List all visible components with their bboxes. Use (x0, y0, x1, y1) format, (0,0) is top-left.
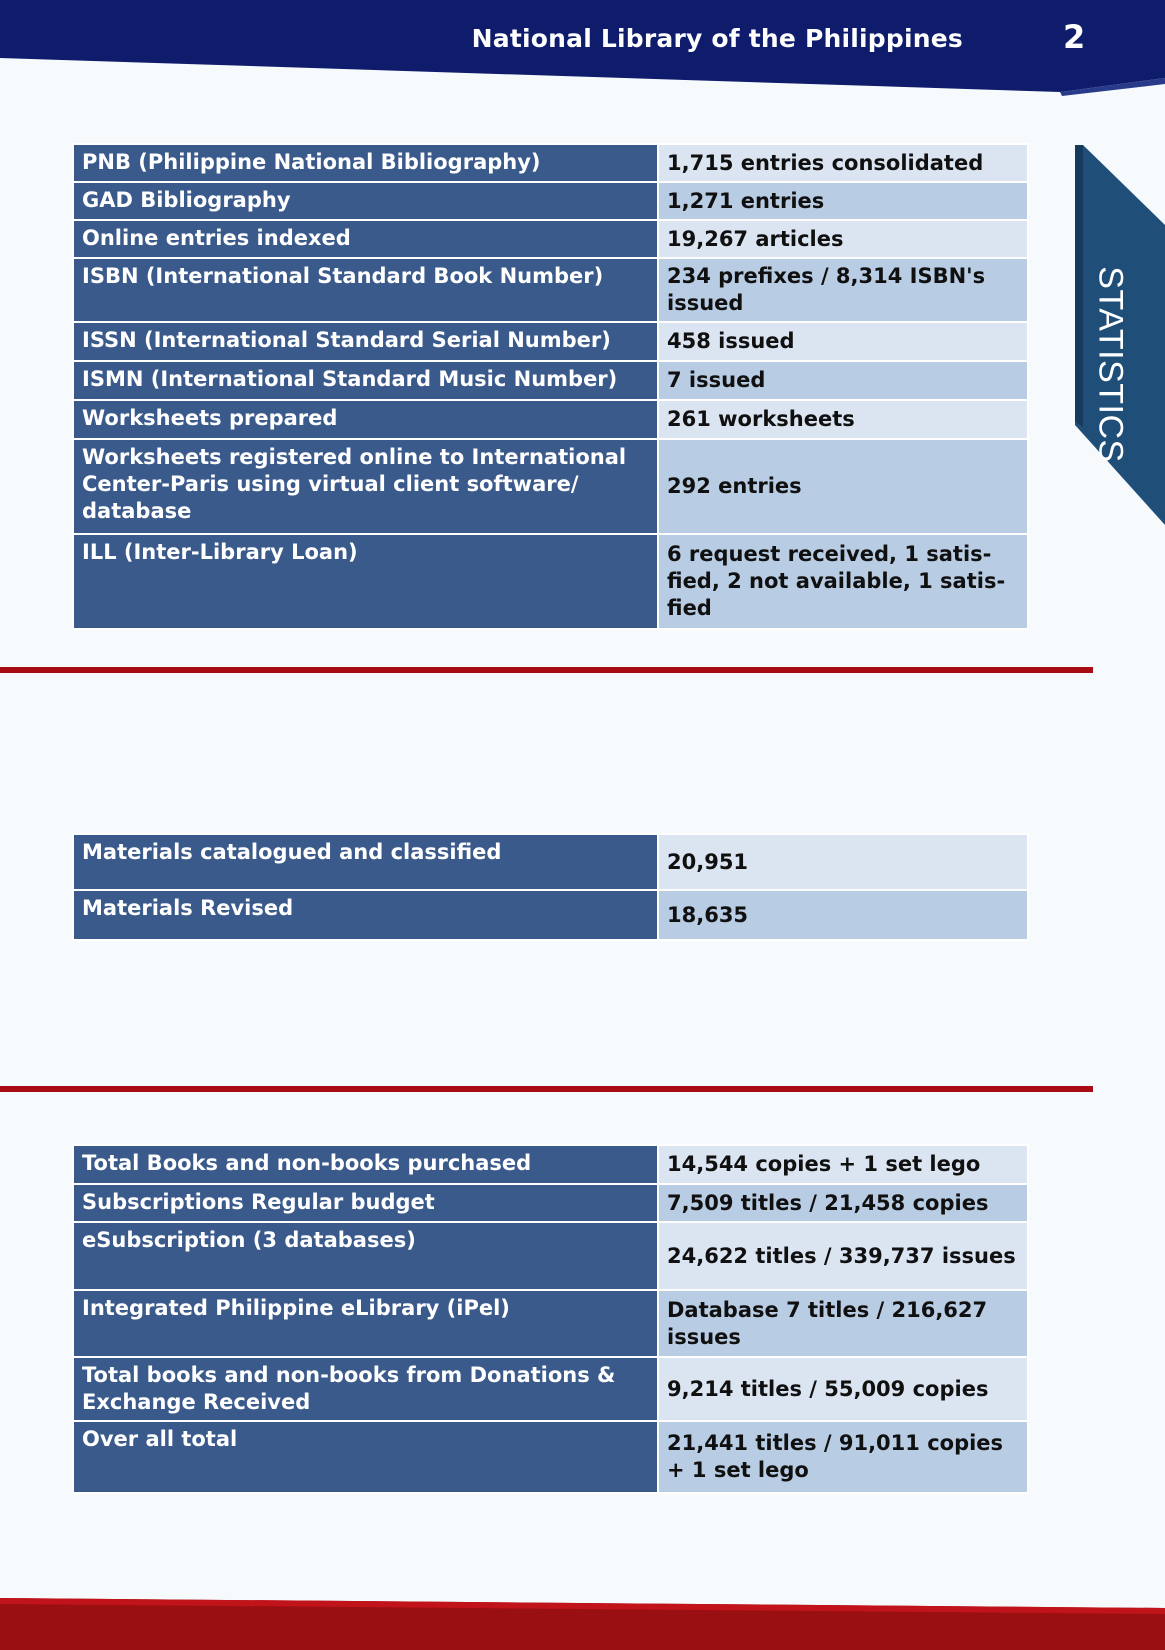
row-label: PNB (Philippine National Bibliography) (73, 144, 658, 182)
row-label: eSubscription (3 databases) (73, 1222, 658, 1290)
row-value: 1,271 entries (658, 182, 1028, 220)
table-row (73, 1421, 1028, 1493)
table-row (73, 834, 1028, 890)
bibliography-table (72, 143, 1029, 630)
row-value: Database 7 titles / 216,627 issues (658, 1290, 1028, 1357)
cataloguing-table (72, 833, 1029, 941)
row-label: GAD Bibliography (73, 182, 658, 220)
row-label: Online entries indexed (73, 220, 658, 258)
table-row (73, 439, 1028, 534)
row-value: 1,715 entries consolidated (658, 144, 1028, 182)
row-label: Worksheets registered online to International Center-Paris using virtual client software/ database (73, 439, 658, 534)
table-row (73, 322, 1028, 361)
footer-band (0, 1590, 1165, 1650)
row-value: 234 prefixes / 8,314 ISBN's issued (658, 258, 1028, 322)
table-row (73, 144, 1028, 182)
row-label: Total Books and non-books purchased (73, 1145, 658, 1184)
row-value: 21,441 titles / 91,011 copies + 1 set lego (658, 1421, 1028, 1493)
row-value: 7,509 titles / 21,458 copies (658, 1184, 1028, 1222)
page-title: National Library of the Philippines (471, 24, 963, 53)
row-value: 18,635 (658, 890, 1028, 940)
table-row (73, 1290, 1028, 1357)
row-label: ILL (Inter-Library Loan) (73, 534, 658, 629)
row-value: 24,622 titles / 339,737 issues (658, 1222, 1028, 1290)
section-divider (0, 1086, 1093, 1092)
table-row (73, 1145, 1028, 1184)
row-label: Materials Revised (73, 890, 658, 940)
table-row (73, 220, 1028, 258)
row-value: 9,214 titles / 55,009 copies (658, 1357, 1028, 1421)
row-label: Materials catalogued and classified (73, 834, 658, 890)
table-row (73, 361, 1028, 400)
row-label: Subscriptions Regular budget (73, 1184, 658, 1222)
table-row (73, 1184, 1028, 1222)
page-number: 2 (1063, 18, 1086, 56)
row-value: 6 request received, 1 satis-fied, 2 not available, 1 satis-fied (658, 534, 1028, 629)
table-row (73, 534, 1028, 629)
row-value: 292 entries (658, 439, 1028, 534)
table-row (73, 890, 1028, 940)
table-row (73, 400, 1028, 439)
table-row (73, 258, 1028, 322)
row-label: Over all total (73, 1421, 658, 1493)
row-value: 19,267 articles (658, 220, 1028, 258)
row-label: ISBN (International Standard Book Number) (73, 258, 658, 322)
row-label: Integrated Philippine eLibrary (iPel) (73, 1290, 658, 1357)
row-value: 7 issued (658, 361, 1028, 400)
row-value: 14,544 copies + 1 set lego (658, 1145, 1028, 1184)
row-label: ISMN (International Standard Music Number) (73, 361, 658, 400)
row-value: 261 worksheets (658, 400, 1028, 439)
row-value: 20,951 (658, 834, 1028, 890)
row-value: 458 issued (658, 322, 1028, 361)
table-row (73, 182, 1028, 220)
row-label: ISSN (International Standard Serial Number) (73, 322, 658, 361)
row-label: Worksheets prepared (73, 400, 658, 439)
section-divider (0, 667, 1093, 673)
table-row (73, 1222, 1028, 1290)
acquisitions-table (72, 1144, 1029, 1494)
statistics-tab-label: STATISTICS (1091, 266, 1130, 463)
row-label: Total books and non-books from Donations & Exchange Received (73, 1357, 658, 1421)
table-row (73, 1357, 1028, 1421)
